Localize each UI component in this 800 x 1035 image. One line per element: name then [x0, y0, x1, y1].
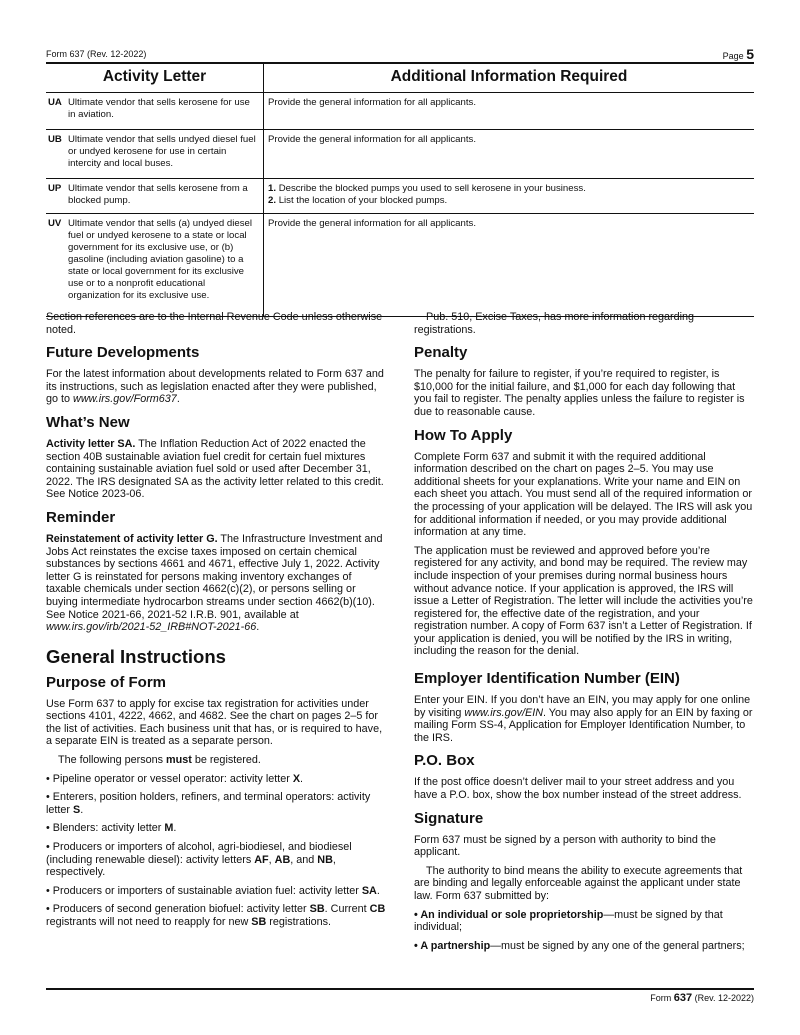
irb-link[interactable]: www.irs.gov/irb/2021-52_IRB#NOT-2021-66: [46, 621, 257, 634]
future-developments-text: For the latest information about developments related to Form 637 and its instructions, such as legislation enacted after they were published, go to www.irs.gov/Form637.: [46, 368, 384, 406]
general-instructions-heading: General Instructions: [46, 645, 226, 667]
table-header-row: [46, 62, 754, 93]
how-to-apply-text: Complete Form 637 and submit it with the required additional information described on the chart on pages 2–5. You may use additional sheets for your explanations. Write your name and EIN on each sheet you attach. You must send all of the required information or the processing of your application will be delayed. The IRS will ask you for additional information if needed, or you may provide additional information at any time.: [414, 450, 753, 539]
review-text: The application must be reviewed and approved before you’re registered for any activity, and bond may be required. The review may include inspection of your premises during normal business hours without advance notice. If your application is approved, the IRS will issue a Letter of Registration. The letter will include the activities you’re registered for, the effective date of the registration, and your registration number. A copy of Form 637 isn’t a Letter of Registration. If your application is denied, you will be notified by the IRS in writing, including the reason for the denial.: [414, 544, 753, 658]
list-item: • Producers or importers of alcohol, agri-biodiesel, and biodiesel (including renewable diesel): activity letters AF, AB, and NB, respectively.: [46, 841, 352, 879]
signature-heading: Signature: [414, 809, 484, 827]
activity-info: Provide the general information for all applicants.: [264, 214, 755, 317]
signature-text: Form 637 must be signed by a person with authority to bind the applicant.: [414, 833, 716, 859]
activity-code: UV: [48, 218, 62, 229]
activity-desc: Ultimate vendor that sells (a) undyed diesel fuel or undyed kerosene to a state or local government for its exclusive use, or (b) gasoline (including aviation gasoline) to a state or local government for its exclusive use or to a nonprofit educational organization for its exclusive use.: [68, 218, 252, 301]
table-row: [46, 214, 754, 317]
ein-heading: Employer Identification Number (EIN): [414, 670, 680, 688]
activity-code: UP: [48, 183, 62, 194]
table-row: [46, 93, 754, 130]
whats-new-text: Activity letter SA. The Inflation Reduction Act of 2022 enacted the section 40B sustainable aviation fuel credit for certain fuel mixtures containing sustainable aviation fuel sold or used after December 31, 2022. The IRS designated SA as the activity letter related to this credit. See Notice 2023-06.: [46, 437, 384, 501]
activity-code: UB: [48, 134, 62, 145]
list-item: • Enterers, position holders, refiners, and terminal operators: activity letter S.: [46, 791, 371, 816]
penalty-heading: Penalty: [414, 344, 468, 362]
po-box-text: If the post office doesn’t deliver mail to your street address and you have a P.O. box, show the box number instead of the street address.: [414, 776, 742, 802]
purpose-heading: Purpose of Form: [46, 673, 167, 691]
col-activity-letter: Activity Letter: [46, 62, 264, 93]
penalty-text: The penalty for failure to register, if you’re required to register, is $10,000 for the initial failure, and $1,000 for each day following that you fail to register. The penalty applies unless the failure to register is due to reasonable cause.: [414, 368, 745, 418]
table-row: [46, 130, 754, 179]
reminder-heading: Reminder: [46, 508, 116, 526]
activity-table: [46, 62, 754, 317]
list-item: • Pipeline operator or vessel operator: activity letter X.: [46, 772, 304, 785]
whats-new-heading: What’s New: [46, 413, 130, 431]
reminder-text: Reinstatement of activity letter G. The Infrastructure Investment and Jobs Act reinstates the excise taxes imposed on certain chemical substances by sections 4661 and 4671, effective July 1, 2022. Activity letter G is reinstated for persons making inventory exchanges of taxable chemicals under section 4662(c)(2), or persons selling or buying intermediate hydrocarbon streams under section 4662(b)(10). See Notice 2021-66, 2021-52 I.R.B. 901, available at www.irs.gov/irb/2021-52_IRB#NOT-2021-66.: [46, 532, 383, 634]
list-item: • Producers or importers of sustainable aviation fuel: activity letter SA.: [46, 884, 380, 897]
section-references-note: Section references are to the Internal Revenue Code unless otherwise noted.: [46, 311, 383, 336]
activity-desc: Ultimate vendor that sells kerosene for use in aviation.: [68, 97, 250, 120]
page-header: [46, 48, 754, 62]
activity-desc: Ultimate vendor that sells undyed diesel fuel or undyed kerosene for use in certain intercity and local buses.: [68, 134, 256, 169]
activity-code: UA: [48, 97, 62, 108]
ein-text: Enter your EIN. If you don’t have an EIN, you may apply for one online by visiting www.irs.gov/EIN. You may also apply for an EIN by faxing or mailing Form SS-4, Application for Employer Identification Number, to the IRS.: [414, 694, 753, 744]
col-additional-info: Additional Information Required: [264, 62, 755, 93]
ein-link[interactable]: www.irs.gov/EIN: [464, 706, 543, 719]
form-id: Form 637 (Rev. 12-2022): [46, 49, 147, 59]
list-item: • Blenders: activity letter M.: [46, 822, 177, 835]
activity-desc: Ultimate vendor that sells kerosene from a blocked pump.: [68, 183, 248, 206]
must-register-text: The following persons must be registered.: [58, 754, 261, 767]
page-number: Page 5: [722, 46, 754, 62]
list-item: • Producers of second generation biofuel: activity letter SB. Current CB registrants will not need to reapply for new SB registrations.: [46, 903, 386, 928]
list-item: • An individual or sole proprietorship—must be signed by that individual;: [414, 908, 723, 934]
authority-text: The authority to bind means the ability to execute agreements that are binding and legally enforceable against the applicant under state law. Form 637 submitted by:: [414, 864, 743, 902]
activity-info: 1. Describe the blocked pumps you used to sell kerosene in your business. 2. List the location of your blocked pumps.: [264, 179, 755, 214]
left-column: [46, 311, 386, 935]
po-box-heading: P.O. Box: [414, 752, 475, 770]
how-to-apply-heading: How To Apply: [414, 426, 513, 444]
list-item: • A partnership—must be signed by any one of the general partners;: [414, 939, 745, 952]
footer-rule: [46, 988, 754, 990]
purpose-text: Use Form 637 to apply for excise tax registration for activities under sections 4101, 4222, 4662, and 4682. See the chart on pages 2–5 for the list of activities. Each business unit that has, or is required to have, a separate EIN is treated as a separate person.: [46, 697, 383, 748]
form637-link[interactable]: www.irs.gov/Form637: [73, 393, 177, 406]
table-row: [46, 179, 754, 214]
footer-form-id: Form 637 (Rev. 12-2022): [650, 992, 754, 1004]
future-developments-heading: Future Developments: [46, 344, 200, 362]
activity-info: Provide the general information for all applicants.: [264, 93, 755, 130]
right-column: [414, 311, 754, 958]
form-page: [46, 0, 754, 1035]
pub-510-note: Pub. 510, Excise Taxes, has more information regarding registrations.: [414, 311, 695, 336]
activity-info: Provide the general information for all applicants.: [264, 130, 755, 179]
